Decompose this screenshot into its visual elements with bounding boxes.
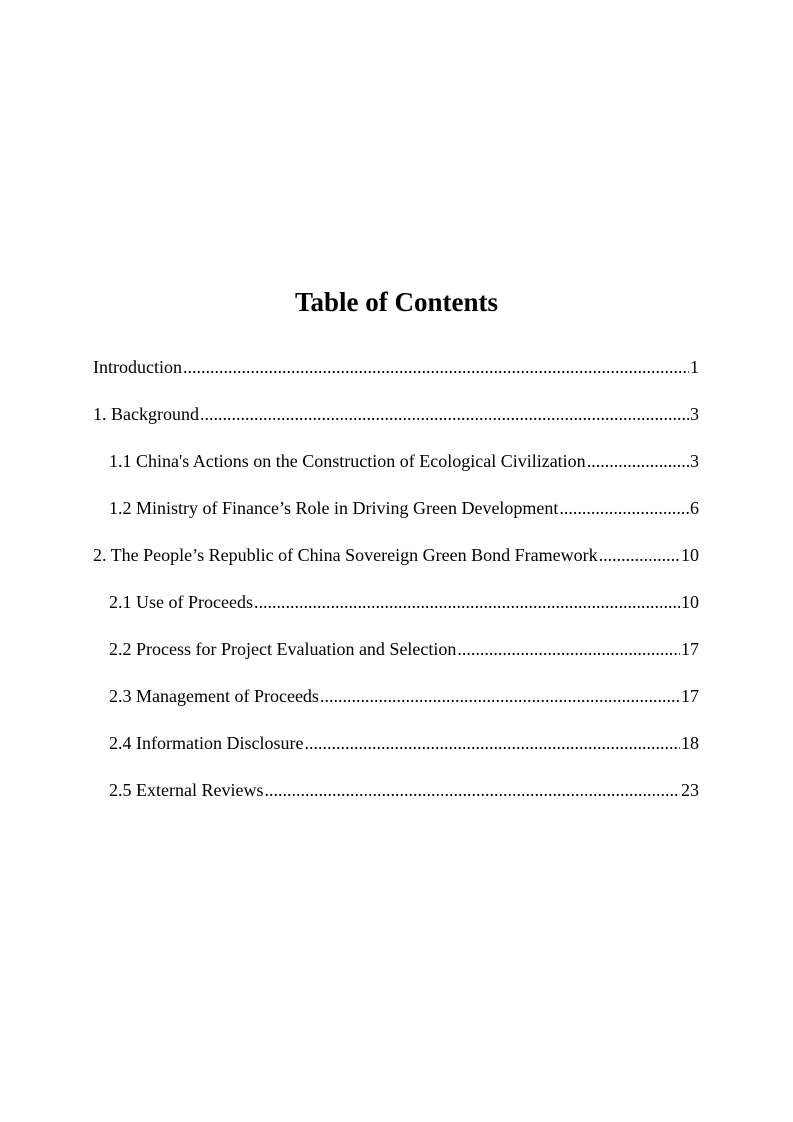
toc-dot-leader [254,590,680,614]
toc-entry-page-number: 10 [681,545,699,565]
toc-entry-project-evaluation[interactable] [93,637,699,684]
toc-entry-label: 2.1 Use of Proceeds [109,592,253,612]
toc-entry-management-of-proceeds[interactable] [93,684,699,731]
toc-dot-leader [587,449,689,473]
toc-entry-framework[interactable] [93,543,699,590]
toc-entry-external-reviews[interactable] [93,778,699,825]
toc-dot-leader [320,684,680,708]
toc-entry-background[interactable] [93,402,699,449]
toc-entry-page-number: 18 [681,733,699,753]
toc-entry-page-number: 1 [690,357,699,377]
toc-dot-leader [264,778,680,802]
toc-entry-page-number: 3 [690,404,699,424]
toc-entry-label: 2.5 External Reviews [109,780,264,800]
toc-entry-page-number: 17 [681,639,699,659]
toc-entry-label: 2.4 Information Disclosure [109,733,304,753]
toc-entry-introduction[interactable] [93,355,699,402]
toc-entry-ministry-role[interactable] [93,496,699,543]
toc-entry-use-of-proceeds[interactable] [93,590,699,637]
toc-entry-page-number: 10 [681,592,699,612]
toc-dot-leader [183,355,689,379]
toc-entry-label: 1. Background [93,404,199,424]
toc-entry-page-number: 23 [681,780,699,800]
toc-dot-leader [200,402,689,426]
toc-entry-page-number: 3 [690,451,699,471]
toc-entry-label: 2.2 Process for Project Evaluation and Selection [109,639,457,659]
toc-dot-leader [457,637,680,661]
toc-dot-leader [599,543,680,567]
toc-dot-leader [559,496,689,520]
toc-list [93,355,699,825]
toc-entry-label: 2. The People’s Republic of China Sovereign Green Bond Framework [93,545,598,565]
toc-entry-label: 2.3 Management of Proceeds [109,686,319,706]
toc-entry-page-number: 6 [690,498,699,518]
toc-entry-label: 1.2 Ministry of Finance’s Role in Driving Green Development [109,498,559,518]
toc-entry-page-number: 17 [681,686,699,706]
toc-dot-leader [304,731,680,755]
toc-entry-label: 1.1 China's Actions on the Construction of Ecological Civilization [109,451,586,471]
toc-entry-label: Introduction [93,357,182,377]
toc-entry-information-disclosure[interactable] [93,731,699,778]
toc-title: Table of Contents [294,287,499,317]
toc-entry-china-actions[interactable] [93,449,699,496]
